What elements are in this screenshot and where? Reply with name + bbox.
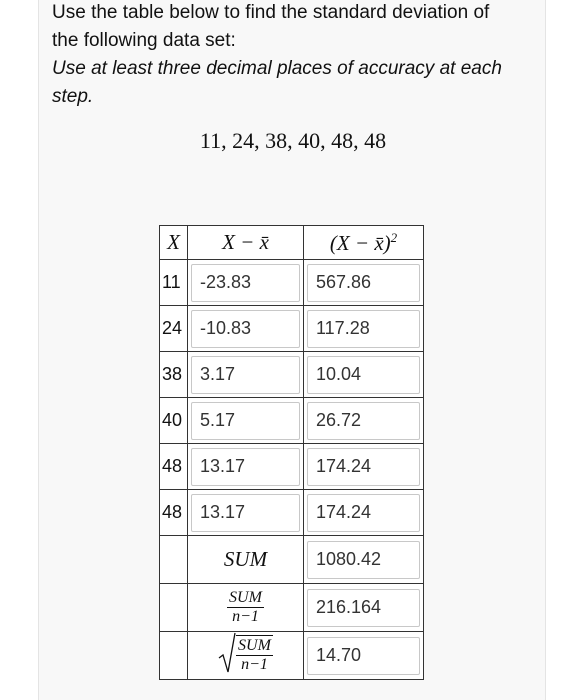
variance-cell bbox=[304, 584, 424, 632]
square-root-expression bbox=[218, 632, 273, 674]
std-dev-cell bbox=[304, 632, 424, 680]
instruction-line: the following data set: bbox=[52, 30, 236, 51]
x-value: 38 bbox=[160, 352, 188, 398]
squared-cell bbox=[304, 398, 424, 444]
empty-cell bbox=[160, 632, 188, 680]
sum-input[interactable]: 1080.42 bbox=[307, 541, 420, 579]
deviation-cell bbox=[188, 398, 304, 444]
table-row bbox=[160, 260, 424, 306]
sqrt-fraction bbox=[236, 635, 273, 674]
squared-cell bbox=[304, 352, 424, 398]
header-x: X bbox=[160, 226, 188, 260]
instruction-line: Use the table below to find the standard deviation of bbox=[52, 2, 490, 23]
sum-row bbox=[160, 536, 424, 584]
sum-label: SUM bbox=[188, 536, 304, 584]
deviation-cell bbox=[188, 352, 304, 398]
table-row bbox=[160, 398, 424, 444]
deviation-cell bbox=[188, 260, 304, 306]
fraction-numerator: SUM bbox=[229, 589, 262, 606]
sum-over-n-minus-1-fraction bbox=[227, 589, 264, 626]
fraction-numerator: SUM bbox=[238, 637, 271, 654]
squared-cell bbox=[304, 444, 424, 490]
table-header-row bbox=[160, 226, 424, 260]
x-value: 24 bbox=[160, 306, 188, 352]
deviation-input[interactable]: 3.17 bbox=[191, 356, 300, 394]
fraction-denominator: n−1 bbox=[232, 608, 259, 625]
x-value: 40 bbox=[160, 398, 188, 444]
header-squared-exp: 2 bbox=[390, 229, 398, 245]
x-value: 11 bbox=[160, 260, 188, 306]
deviation-cell bbox=[188, 444, 304, 490]
data-set: 11, 24, 38, 40, 48, 48 bbox=[199, 128, 387, 153]
sum-cell bbox=[304, 536, 424, 584]
header-deviation: X − x̄ bbox=[188, 226, 304, 260]
fraction-denominator: n−1 bbox=[241, 656, 268, 673]
squared-input[interactable]: 567.86 bbox=[307, 264, 420, 302]
squared-input[interactable]: 10.04 bbox=[307, 356, 420, 394]
deviation-cell bbox=[188, 306, 304, 352]
x-value: 48 bbox=[160, 490, 188, 536]
instructions bbox=[52, 0, 532, 111]
squared-cell bbox=[304, 260, 424, 306]
header-squared-base: (X − x̄) bbox=[329, 230, 391, 255]
instruction-accuracy: step. bbox=[52, 86, 94, 107]
deviation-input[interactable]: -23.83 bbox=[191, 264, 300, 302]
variance-row bbox=[160, 584, 424, 632]
table-row bbox=[160, 490, 424, 536]
variance-input[interactable]: 216.164 bbox=[307, 589, 420, 627]
deviation-input[interactable]: 13.17 bbox=[191, 448, 300, 486]
squared-cell bbox=[304, 490, 424, 536]
radical-icon bbox=[218, 632, 236, 674]
empty-cell bbox=[160, 584, 188, 632]
variance-label bbox=[188, 584, 304, 632]
empty-cell bbox=[160, 536, 188, 584]
std-dev-row bbox=[160, 632, 424, 680]
squared-cell bbox=[304, 306, 424, 352]
squared-input[interactable]: 117.28 bbox=[307, 310, 420, 348]
squared-input[interactable]: 26.72 bbox=[307, 402, 420, 440]
std-dev-table bbox=[159, 225, 424, 680]
table-row bbox=[160, 352, 424, 398]
squared-input[interactable]: 174.24 bbox=[307, 494, 420, 532]
std-dev-label bbox=[188, 632, 304, 680]
deviation-input[interactable]: 13.17 bbox=[191, 494, 300, 532]
deviation-input[interactable]: 5.17 bbox=[191, 402, 300, 440]
table-row bbox=[160, 444, 424, 490]
squared-input[interactable]: 174.24 bbox=[307, 448, 420, 486]
instruction-accuracy: Use at least three decimal places of accuracy at each bbox=[52, 58, 502, 79]
table-row bbox=[160, 306, 424, 352]
std-dev-input[interactable]: 14.70 bbox=[307, 637, 420, 675]
header-squared bbox=[304, 226, 424, 260]
x-value: 48 bbox=[160, 444, 188, 490]
deviation-input[interactable]: -10.83 bbox=[191, 310, 300, 348]
deviation-cell bbox=[188, 490, 304, 536]
